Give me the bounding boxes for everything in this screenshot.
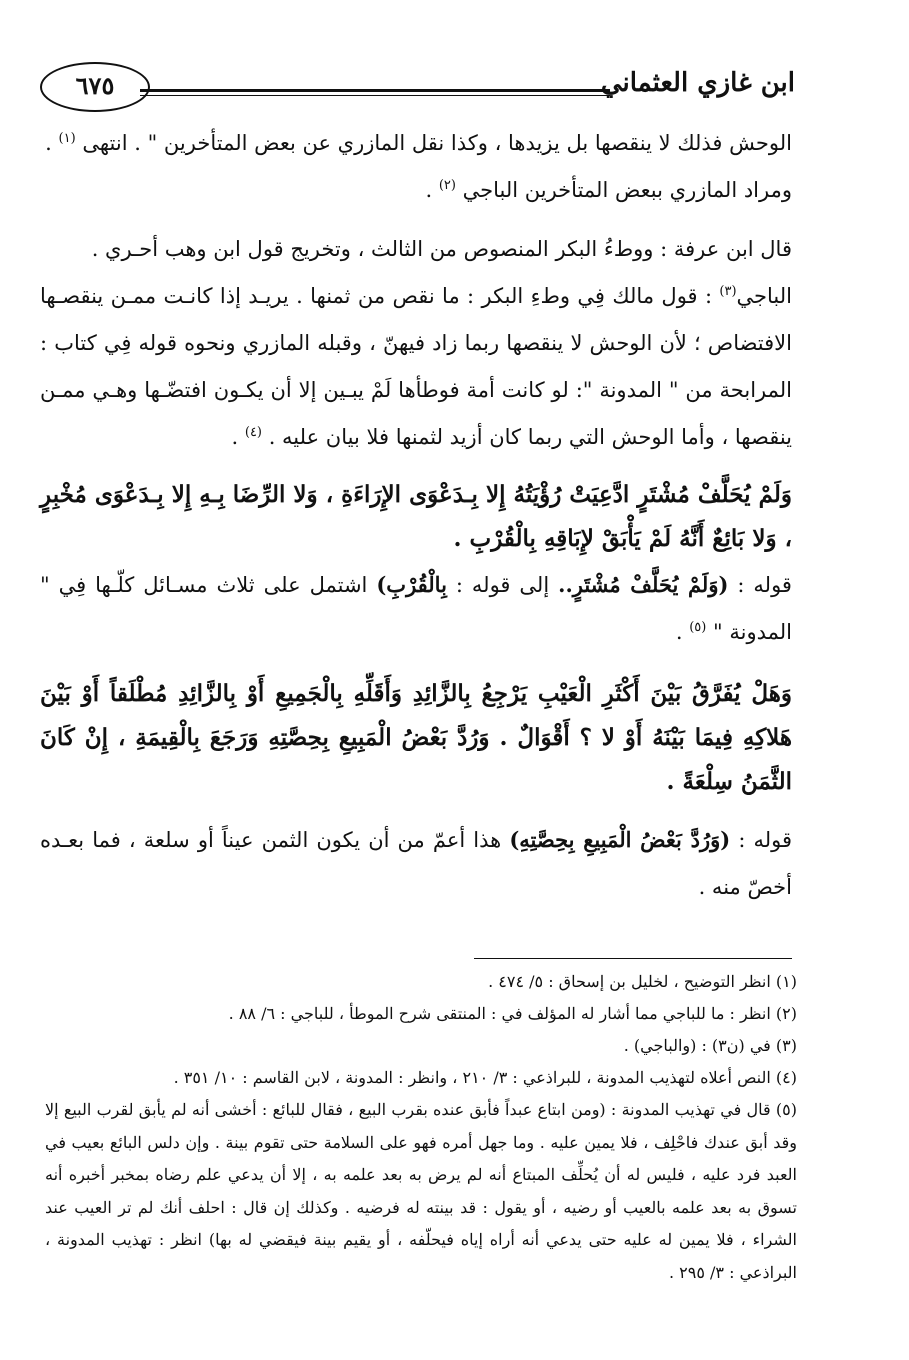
- header-rule-thin: [140, 95, 610, 96]
- footnote: (٣) في (ن٣) : (والباجي) .: [623, 1036, 797, 1055]
- quoted-matn: بِالْقُرْبِ): [376, 572, 447, 597]
- matn-text: وَلَمْ يُحَلَّفْ مُشْتَرٍ ادَّعِيَتْ رُؤْيَتُهُ إِلا بِـدَعْوَى الإِرَاءَةِ ، وَلا الرِّضَا بِـهِ إِلا بِـدَعْوَى مُخْبِرٍ ، وَلا بَائِعٌ أَنَّهُ لَمْ يَأْبَقْ لإِبَاقِهِ بِالْقُرْبِ .: [40, 481, 792, 552]
- text: اشتمل على ثلاث مسـائل كلّـها فِي " المدونة ": [40, 573, 792, 644]
- footnote-ref[interactable]: (٤): [244, 425, 262, 440]
- text: قوله :: [737, 573, 792, 597]
- paragraph: [40, 561, 792, 656]
- footnote: (٢) انظر : ما للباجي مما أشار له المؤلف في : المنتقى شرح الموطأ ، للباجي : ٦/ ٨٨ .: [228, 1004, 797, 1023]
- text: قال ابن عرفة : ووطءُ البكر المنصوص من الثالث ، وتخريج قول ابن وهب أحـري .: [91, 237, 792, 261]
- paragraph: [40, 120, 792, 167]
- text: إلى قوله :: [455, 573, 550, 597]
- footnote-ref[interactable]: (٢): [438, 178, 456, 193]
- footnote: (٥) قال في تهذيب المدونة : (ومن ابتاع عبداً فأبق عنده بقرب البيع ، فقال للبائع : أخشى أنه لم يأبق لقرب البيع إلا وقد أبق عندك فاحْلِف ، فلا يمين عليه . وما جهل أمره فهو على السلامة حتى تقوم بينة . وإن دلس البائع بعيب في العبد فرد عليه ، فليس له أن يُحلِّف المبتاع أنه لم يرض به بعد علمه به ، إلا أن يدعي علم رضاه بمخبر أخبره أنه تسوق به بعد علمه بالعيب أو رضيه ، أو يقول : قد بينته له فرضيه . وكذلك إن قال : احلف أنك لم تر العيب عند الشراء ، فلا يمين له عليه حتى يدعي أنه أراه إياه فيحلّفه ، أو يقيم بينة فيقضي له بها) انظر : تهذيب المدونة ، البراذعي : ٣/ ٢٩٥ .: [45, 1100, 798, 1282]
- footnote: (٤) النص أعلاه لتهذيب المدونة ، للبراذعي : ٣/ ٢١٠ ، وانظر : المدونة ، لابن القاسم : ١٠/ ٣٥١ .: [173, 1068, 797, 1087]
- text: .: [45, 131, 52, 155]
- footnote-divider: [474, 958, 792, 959]
- paragraph: [40, 167, 792, 214]
- paragraph: [40, 226, 792, 461]
- footnote-ref[interactable]: (١): [58, 131, 76, 146]
- text: الوحش فذلك لا ينقصها بل يزيدها ، وكذا نقل المازري عن بعض المتأخرين " . انتهى: [82, 131, 792, 155]
- main-text: [40, 120, 792, 911]
- quoted-matn: (وَرُدَّ بَعْضُ الْمَبِيعِ بِحِصَّتِهِ): [509, 827, 731, 852]
- footnote-ref[interactable]: (٣): [719, 284, 737, 299]
- footnote: (١) انظر التوضيح ، لخليل بن إسحاق : ٥/ ٤٧٤ .: [488, 972, 797, 991]
- text: الباجي: [736, 284, 792, 308]
- text: .: [425, 178, 433, 202]
- page-header: [40, 62, 795, 114]
- text: .: [231, 425, 239, 449]
- text: : قول مالك فِي وطءِ البكر : ما نقص من ثمنها . يريـد إذا كانـت ممـن ينقصـها الافتضاص ؛ لأن الوحش لا ينقصها ربما زاد فيهنّ ، وقبله المازري ونحوه قوله فِي كتاب : المرابحة من " المدونة ": لو كانت أمة فوطأها لَمْ يبـين إلا أن يكـون افتضّـها وهـي ممـن ينقصها ، وأما الوحش التي ربما كان أزيد لثمنها فلا بيان عليه .: [40, 284, 792, 449]
- page-number: ٦٧٥: [40, 62, 150, 112]
- header-rule: [140, 89, 610, 92]
- text: هذا أعمّ من أن يكون الثمن عيناً أو سلعة ، فما بعـده أخصّ منه .: [40, 828, 792, 899]
- matn-text: وَهَلْ يُفَرَّقُ بَيْنَ أَكْثَرِ الْعَيْبِ يَرْجِعُ بِالزَّائِدِ وَأَقَلِّهِ بِالْجَمِيعِ أَوْ بِالزَّائِدِ مُطْلَقاً أَوْ بَيْنَ هَلاكِهِ فِيمَا بَيْنَهُ أَوْ لا ؟ أَقْوَالٌ . وَرُدَّ بَعْضُ الْمَبِيعِ بِحِصَّتِهِ وَرَجَعَ بِالْقِيمَةِ ، إِنْ كَانَ الثَّمَنُ سِلْعَةً .: [40, 680, 792, 795]
- text: ومراد المازري ببعض المتأخرين الباجي: [462, 178, 792, 202]
- paragraph: [40, 816, 792, 911]
- text: .: [675, 620, 683, 644]
- footnotes: [45, 966, 797, 1289]
- text: قوله :: [738, 828, 793, 852]
- quoted-matn: (وَلَمْ يُحَلَّفْ مُشْتَرٍ..: [558, 572, 729, 597]
- running-title: ابن غازي العثماني: [600, 68, 795, 98]
- footnote-ref[interactable]: (٥): [689, 620, 707, 635]
